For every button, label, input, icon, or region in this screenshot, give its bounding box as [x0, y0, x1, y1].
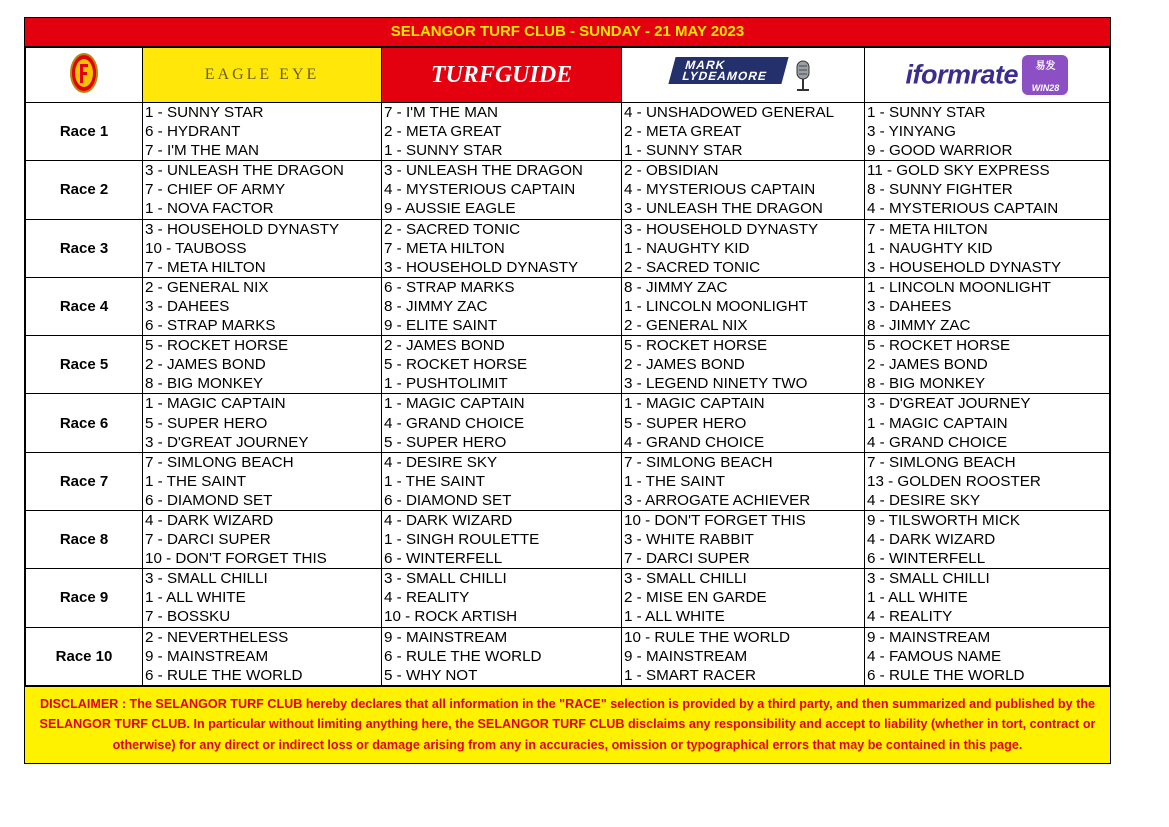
- horse-pick: 10 - ROCK ARTISH: [384, 608, 518, 626]
- race-label: Race 7: [26, 452, 143, 510]
- horse-pick: 2 - JAMES BOND: [384, 337, 505, 355]
- horse-pick: 6 - STRAP MARKS: [384, 278, 515, 296]
- horse-pick: 5 - ROCKET HORSE: [145, 337, 289, 355]
- horse-pick: 7 - SIMLONG BEACH: [145, 453, 294, 471]
- horse-pick: 7 - CHIEF OF ARMY: [145, 181, 286, 199]
- horse-pick: 6 - WINTERFELL: [867, 550, 986, 568]
- horse-pick: 7 - SIMLONG BEACH: [867, 453, 1016, 471]
- horse-pick: 1 - THE SAINT: [145, 472, 246, 490]
- horse-pick: 1 - SUNNY STAR: [145, 104, 264, 121]
- horse-pick: 5 - SUPER HERO: [145, 414, 268, 432]
- horse-pick: 9 - MAINSTREAM: [384, 628, 508, 646]
- tipster-picks-cell: [382, 103, 622, 161]
- horse-pick: 8 - JIMMY ZAC: [624, 278, 728, 296]
- race-label: Race 3: [26, 219, 143, 277]
- mark-lydeamore-line2: LYDEAMORE: [681, 69, 770, 84]
- tipster-picks-cell: [622, 277, 865, 335]
- horse-pick: 9 - ELITE SAINT: [384, 317, 498, 335]
- horse-pick: 4 - MYSTERIOUS CAPTAIN: [624, 181, 816, 199]
- race-label: Race 8: [26, 510, 143, 568]
- horse-pick: 2 - META GREAT: [384, 123, 502, 141]
- horse-pick: 2 - SACRED TONIC: [384, 220, 521, 238]
- horse-pick: 13 - GOLDEN ROOSTER: [867, 472, 1041, 490]
- tipster-picks-cell: [382, 627, 622, 685]
- race-label: Race 4: [26, 277, 143, 335]
- race-row: [26, 161, 1110, 219]
- horse-pick: 3 - ARROGATE ACHIEVER: [624, 491, 811, 509]
- horse-pick: 1 - THE SAINT: [384, 472, 485, 490]
- tipster-picks-cell: [143, 394, 382, 452]
- tipster-picks-cell: [865, 452, 1110, 510]
- race-label: Race 5: [26, 336, 143, 394]
- mark-lydeamore-logo: [672, 57, 813, 93]
- horse-pick: 8 - BIG MONKEY: [867, 375, 986, 393]
- race-row: [26, 336, 1110, 394]
- horse-pick: 7 - I'M THE MAN: [145, 142, 260, 160]
- horse-pick: 1 - LINCOLN MOONLIGHT: [624, 297, 808, 315]
- tipster-picks-cell: [865, 569, 1110, 627]
- tipster-picks-cell: [622, 627, 865, 685]
- horse-pick: 4 - DARK WIZARD: [145, 511, 274, 529]
- horse-pick: 9 - MAINSTREAM: [145, 647, 269, 665]
- tipster-picks-cell: [143, 219, 382, 277]
- tipster-picks-cell: [865, 510, 1110, 568]
- horse-pick: 3 - D'GREAT JOURNEY: [867, 395, 1031, 413]
- horse-pick: 7 - SIMLONG BEACH: [624, 453, 773, 471]
- horse-pick: 3 - WHITE RABBIT: [624, 531, 754, 549]
- horse-pick: 5 - SUPER HERO: [624, 414, 747, 432]
- horse-pick: 4 - GRAND CHOICE: [624, 433, 765, 451]
- horse-pick: 1 - PUSHTOLIMIT: [384, 375, 508, 393]
- horse-pick: 6 - HYDRANT: [145, 123, 241, 141]
- horse-pick: 4 - MYSTERIOUS CAPTAIN: [867, 200, 1059, 218]
- tipster-picks-cell: [382, 510, 622, 568]
- horse-pick: 9 - MAINSTREAM: [867, 628, 991, 646]
- win28-text: WIN28: [1031, 83, 1060, 93]
- horse-pick: 2 - MISE EN GARDE: [624, 589, 767, 607]
- horse-pick: 8 - SUNNY FIGHTER: [867, 181, 1013, 199]
- horse-pick: 5 - WHY NOT: [384, 666, 478, 684]
- eagle-eye-logo: EAGLE EYE: [204, 66, 320, 83]
- tipster-picks-cell: [622, 103, 865, 161]
- horse-pick: 4 - UNSHADOWED GENERAL: [624, 104, 835, 121]
- race-row: [26, 452, 1110, 510]
- horse-pick: 2 - JAMES BOND: [624, 356, 745, 374]
- tipster-picks-cell: [622, 452, 865, 510]
- horse-pick: 3 - UNLEASH THE DRAGON: [145, 162, 344, 180]
- turfguide-logo: TURFGUIDE: [430, 61, 573, 88]
- horse-pick: 7 - BOSSKU: [145, 608, 231, 626]
- selection-table: [25, 47, 1110, 686]
- horse-pick: 3 - HOUSEHOLD DYNASTY: [384, 258, 579, 276]
- race-row: [26, 219, 1110, 277]
- turfguide-logo-cell: [382, 48, 622, 103]
- horse-pick: 3 - SMALL CHILLI: [624, 570, 747, 588]
- tipster-picks-cell: [143, 336, 382, 394]
- horse-pick: 1 - NAUGHTY KID: [624, 239, 750, 257]
- tipster-picks-cell: [143, 161, 382, 219]
- horse-pick: 7 - DARCI SUPER: [145, 531, 271, 549]
- horse-pick: 4 - MYSTERIOUS CAPTAIN: [384, 181, 576, 199]
- horse-pick: 2 - NEVERTHELESS: [145, 628, 289, 646]
- horse-pick: 10 - DON'T FORGET THIS: [624, 511, 806, 529]
- horse-pick: 3 - D'GREAT JOURNEY: [145, 433, 309, 451]
- race-row: [26, 103, 1110, 161]
- horse-pick: 3 - LEGEND NINETY TWO: [624, 375, 808, 393]
- horse-pick: 1 - NOVA FACTOR: [145, 200, 274, 218]
- horse-pick: 6 - DIAMOND SET: [384, 491, 512, 509]
- horse-pick: 2 - OBSIDIAN: [624, 162, 719, 180]
- horse-pick: 1 - SUNNY STAR: [384, 142, 503, 160]
- horse-pick: 3 - UNLEASH THE DRAGON: [384, 162, 583, 180]
- horse-pick: 3 - SMALL CHILLI: [867, 570, 990, 588]
- horse-pick: 4 - REALITY: [384, 589, 470, 607]
- tipster-picks-cell: [622, 569, 865, 627]
- tipster-picks-cell: [143, 452, 382, 510]
- horse-pick: 2 - JAMES BOND: [145, 356, 266, 374]
- tipster-picks-cell: [382, 569, 622, 627]
- tipster-picks-cell: [622, 161, 865, 219]
- race-label: Race 6: [26, 394, 143, 452]
- tipster-picks-cell: [143, 510, 382, 568]
- eagle-eye-logo-cell: [143, 48, 382, 103]
- horse-pick: 7 - META HILTON: [145, 258, 266, 276]
- tipster-picks-cell: [382, 161, 622, 219]
- horse-pick: 1 - SUNNY STAR: [867, 104, 986, 121]
- horse-pick: 10 - RULE THE WORLD: [624, 628, 790, 646]
- tipster-picks-cell: [382, 452, 622, 510]
- race-label: Race 9: [26, 569, 143, 627]
- tipster-picks-cell: [622, 219, 865, 277]
- club-logo-cell: [26, 48, 143, 103]
- tipster-logo-row: [26, 48, 1110, 103]
- iformrate-logo-cell: [865, 48, 1110, 103]
- horse-pick: 1 - SUNNY STAR: [624, 142, 743, 160]
- tipster-picks-cell: [382, 336, 622, 394]
- horse-pick: 3 - SMALL CHILLI: [145, 570, 268, 588]
- tipster-picks-cell: [143, 277, 382, 335]
- horse-pick: 7 - I'M THE MAN: [384, 104, 499, 121]
- horse-pick: 1 - NAUGHTY KID: [867, 239, 993, 257]
- horse-pick: 1 - SINGH ROULETTE: [384, 531, 540, 549]
- horse-pick: 2 - GENERAL NIX: [145, 278, 269, 296]
- tipster-picks-cell: [622, 336, 865, 394]
- mark-lydeamore-line1: MARK: [684, 58, 728, 73]
- tipster-picks-cell: [382, 394, 622, 452]
- race-row: [26, 394, 1110, 452]
- horse-pick: 1 - MAGIC CAPTAIN: [624, 395, 765, 413]
- horse-pick: 4 - FAMOUS NAME: [867, 647, 1002, 665]
- horse-pick: 4 - GRAND CHOICE: [384, 414, 525, 432]
- horse-pick: 6 - RULE THE WORLD: [145, 666, 303, 684]
- race-row: [26, 627, 1110, 685]
- horse-pick: 5 - ROCKET HORSE: [867, 337, 1011, 355]
- horse-pick: 9 - MAINSTREAM: [624, 647, 748, 665]
- tipster-picks-cell: [143, 569, 382, 627]
- win28-chinese-text: 易发: [1035, 61, 1056, 72]
- tipster-picks-cell: [865, 103, 1110, 161]
- horse-pick: 2 - SACRED TONIC: [624, 258, 761, 276]
- horse-pick: 6 - RULE THE WORLD: [384, 647, 542, 665]
- horse-pick: 8 - BIG MONKEY: [145, 375, 264, 393]
- tipster-picks-cell: [865, 336, 1110, 394]
- horse-pick: 4 - DESIRE SKY: [384, 453, 498, 471]
- horse-pick: 8 - JIMMY ZAC: [384, 297, 488, 315]
- horse-pick: 2 - META GREAT: [624, 123, 742, 141]
- horse-pick: 1 - MAGIC CAPTAIN: [384, 395, 525, 413]
- horse-pick: 6 - RULE THE WORLD: [867, 666, 1025, 684]
- selangor-turf-club-logo-icon: [69, 52, 99, 94]
- horse-pick: 4 - DESIRE SKY: [867, 491, 981, 509]
- tipster-picks-cell: [865, 219, 1110, 277]
- horse-pick: 7 - DARCI SUPER: [624, 550, 750, 568]
- horse-pick: 5 - ROCKET HORSE: [624, 337, 768, 355]
- tipster-picks-cell: [382, 219, 622, 277]
- horse-pick: 5 - SUPER HERO: [384, 433, 507, 451]
- horse-pick: 3 - SMALL CHILLI: [384, 570, 507, 588]
- horse-pick: 9 - TILSWORTH MICK: [867, 511, 1021, 529]
- tipster-picks-cell: [622, 394, 865, 452]
- microphone-icon: [792, 59, 814, 93]
- horse-pick: 3 - UNLEASH THE DRAGON: [624, 200, 823, 218]
- race-label: Race 1: [26, 103, 143, 161]
- mark-lydeamore-logo-cell: [622, 48, 865, 103]
- horse-pick: 4 - DARK WIZARD: [867, 531, 996, 549]
- race-row: [26, 277, 1110, 335]
- tipster-picks-cell: [865, 277, 1110, 335]
- tipster-picks-cell: [143, 627, 382, 685]
- race-label: Race 10: [26, 627, 143, 685]
- horse-pick: 4 - DARK WIZARD: [384, 511, 513, 529]
- horse-pick: 10 - DON'T FORGET THIS: [145, 550, 327, 568]
- horse-pick: 11 - GOLD SKY EXPRESS: [867, 162, 1050, 180]
- horse-pick: 1 - ALL WHITE: [867, 589, 968, 607]
- race-row: [26, 510, 1110, 568]
- race-row: [26, 569, 1110, 627]
- horse-pick: 4 - REALITY: [867, 608, 953, 626]
- horse-pick: 1 - MAGIC CAPTAIN: [867, 414, 1008, 432]
- horse-pick: 3 - HOUSEHOLD DYNASTY: [624, 220, 819, 238]
- horse-pick: 7 - META HILTON: [384, 239, 505, 257]
- horse-pick: 6 - STRAP MARKS: [145, 317, 276, 335]
- horse-pick: 10 - TAUBOSS: [145, 239, 247, 257]
- horse-pick: 9 - AUSSIE EAGLE: [384, 200, 516, 218]
- horse-pick: 9 - GOOD WARRIOR: [867, 142, 1013, 160]
- horse-pick: 1 - ALL WHITE: [624, 608, 725, 626]
- tipster-picks-cell: [865, 161, 1110, 219]
- horse-pick: 6 - DIAMOND SET: [145, 491, 273, 509]
- horse-pick: 3 - HOUSEHOLD DYNASTY: [145, 220, 340, 238]
- horse-pick: 5 - ROCKET HORSE: [384, 356, 528, 374]
- horse-pick: 4 - GRAND CHOICE: [867, 433, 1008, 451]
- horse-pick: 7 - META HILTON: [867, 220, 988, 238]
- horse-pick: 1 - THE SAINT: [624, 472, 725, 490]
- horse-pick: 6 - WINTERFELL: [384, 550, 503, 568]
- horse-pick: 2 - GENERAL NIX: [624, 317, 748, 335]
- tipster-picks-cell: [865, 394, 1110, 452]
- horse-pick: 1 - SMART RACER: [624, 666, 756, 684]
- horse-pick: 1 - LINCOLN MOONLIGHT: [867, 278, 1051, 296]
- page-title: SELANGOR TURF CLUB - SUNDAY - 21 MAY 2023: [25, 18, 1110, 47]
- horse-pick: 2 - JAMES BOND: [867, 356, 988, 374]
- horse-pick: 8 - JIMMY ZAC: [867, 317, 971, 335]
- tipster-picks-cell: [865, 627, 1110, 685]
- horse-pick: 3 - DAHEES: [145, 297, 230, 315]
- tipster-picks-cell: [622, 510, 865, 568]
- horse-pick: 1 - ALL WHITE: [145, 589, 246, 607]
- horse-pick: 1 - MAGIC CAPTAIN: [145, 395, 286, 413]
- iformrate-logo: iformrate: [905, 59, 1019, 90]
- win28-logo: [1022, 55, 1068, 95]
- horse-pick: 3 - YINYANG: [867, 123, 956, 141]
- race-selection-sheet: [24, 17, 1111, 764]
- tipster-picks-cell: [382, 277, 622, 335]
- horse-pick: 3 - HOUSEHOLD DYNASTY: [867, 258, 1062, 276]
- horse-pick: 3 - DAHEES: [867, 297, 952, 315]
- disclaimer-text: DISCLAIMER : The SELANGOR TURF CLUB hereby declares that all information in the "RACE" selection is provided by a third party, and then summarized and published by the SELANGOR TURF CLUB. In particular without limiting anything here, the SELANGOR TURF CLUB disclaims any responsibility and accept to liability (whether in tort, contract or otherwise) for any direct or indirect loss or damage arising from any in accuracies, omission or typographical errors that may be contained in this page.: [25, 686, 1110, 764]
- race-label: Race 2: [26, 161, 143, 219]
- tipster-picks-cell: [143, 103, 382, 161]
